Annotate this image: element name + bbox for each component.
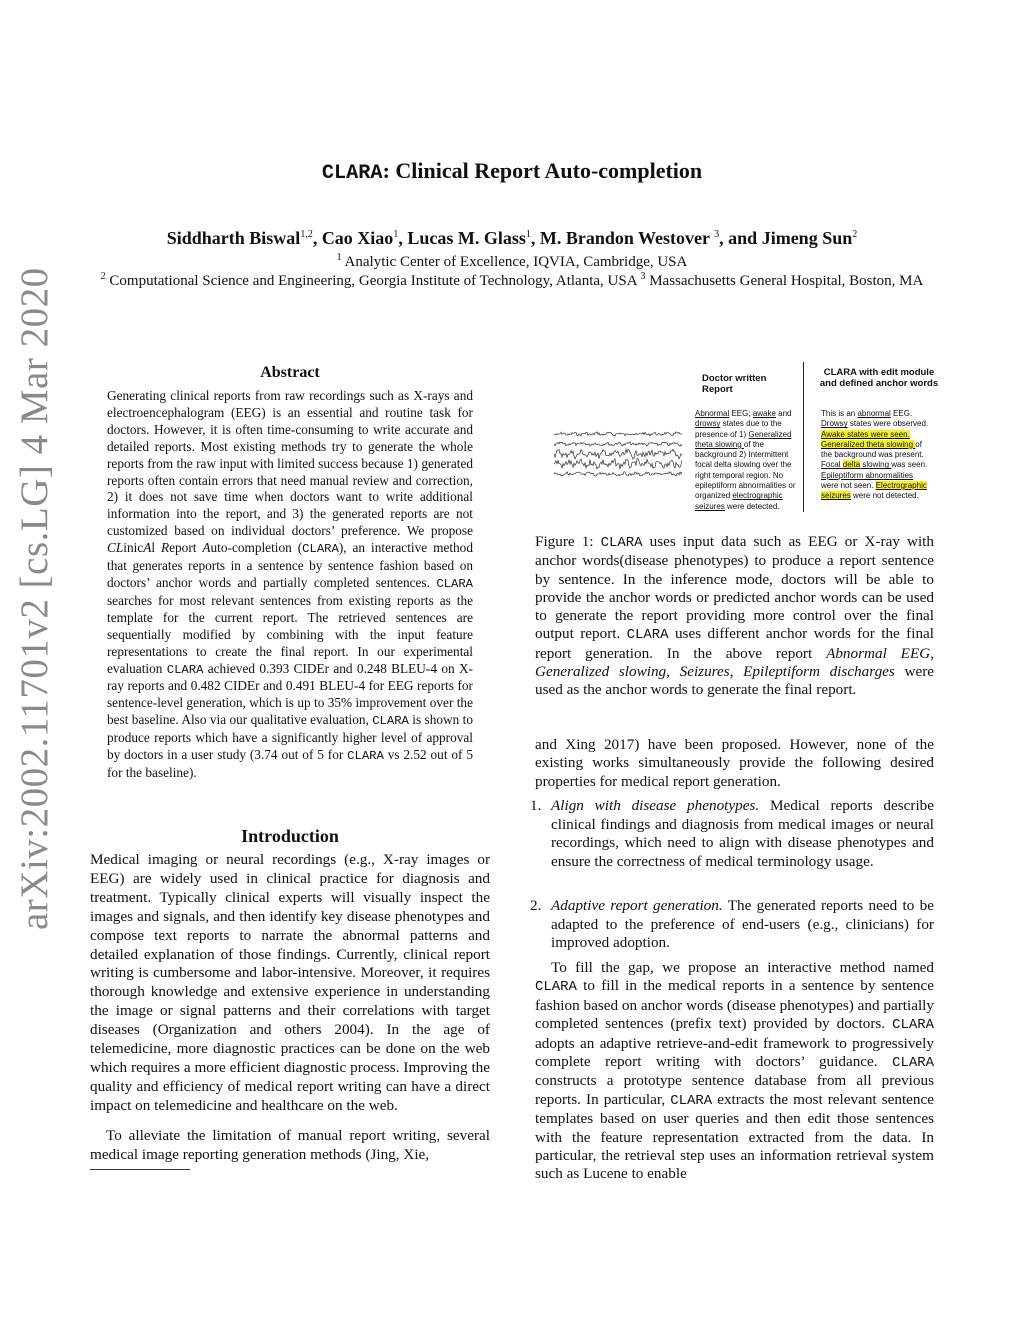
- introduction-heading: Introduction: [241, 826, 339, 846]
- paper-title: [0, 158, 1024, 185]
- affiliation-text: Massachusetts General Hospital, Boston, MA: [645, 273, 924, 289]
- figure-divider: [803, 362, 804, 512]
- caption-text-run: uses different anchor words for the final report generation. In the above report: [535, 625, 935, 662]
- report-text-run: and: [775, 409, 792, 418]
- report-text-run: This is an: [821, 409, 858, 418]
- list-item-text: The generated reports need to be adapted to the preference of end-users (e.g., clinicians) for improved adoption.: [551, 897, 934, 952]
- report-text-run: were not seen.: [821, 481, 876, 491]
- affiliation-line-1: [0, 252, 1024, 271]
- list-number: 1.: [530, 797, 542, 814]
- list-item-body: [551, 797, 934, 871]
- abstract-body: [107, 388, 473, 782]
- affiliation-mark: 1: [336, 252, 342, 263]
- anchor-word: awake: [752, 409, 776, 418]
- caption-text-run: ,: [666, 663, 680, 681]
- anchor-word: slowing: [860, 460, 892, 470]
- report-text-run: was seen.: [891, 460, 928, 470]
- anchor-word: abnormal: [857, 409, 891, 418]
- caption-text-run: ,: [729, 663, 744, 681]
- anchor-word: drowsy: [695, 419, 721, 429]
- abstract-name-letters: l: [151, 540, 161, 556]
- abstract-name-letters: CL: [107, 540, 124, 556]
- abstract-name-letters: A: [143, 540, 152, 556]
- list-item-title: Align with disease phenotypes.: [551, 797, 760, 814]
- list-number: 2.: [530, 897, 542, 914]
- clara-report-text: [821, 409, 929, 502]
- abstract-text-run: is shown to produce reports which have a significantly higher level of approval by doctors in a user study (3.74 out of 5 for: [107, 712, 473, 763]
- clara-report-title: CLARA with edit module and defined anchor words: [819, 367, 939, 389]
- paragraph-text-run: extracts the most relevant sentence templates based on user queries and then edit those sentences with the feature representation extracted from the data. In particular, the retrieval step uses an information retrieval system such as Lucene to enable: [535, 1090, 934, 1183]
- clara-name: CLARA: [436, 576, 473, 591]
- affiliation-mark: 2: [100, 271, 106, 282]
- paragraph-text-run: adopts an adaptive retrieve-and-edit framework to progressively complete report writing with doctors’ guidance.: [535, 1034, 934, 1071]
- highlighted-anchor-word: Awake states were seen.: [821, 429, 910, 439]
- abstract-text-run: achieved 0.393 CIDEr and 0.248 BLEU-4 on X-ray reports and 0.482 CIDEr and 0.491 BLEU-4 for EEG reports for sentence-level generation, which is up to 35% improvement over the best baseline. Also via our qualitative evaluation,: [107, 660, 473, 728]
- affiliation-line-2: [0, 271, 1024, 290]
- figure-1-caption: [535, 533, 934, 700]
- highlighted-anchor-word: Generalized theta slowing: [821, 439, 916, 449]
- figure-1: [550, 362, 940, 522]
- caption-anchor-word: Seizures: [679, 663, 730, 681]
- report-text-run: states were observed.: [847, 419, 929, 429]
- caption-anchor-word: Abnormal EEG: [826, 644, 931, 662]
- caption-anchor-word: Epileptiform discharges: [743, 663, 895, 681]
- clara-name: CLARA: [347, 749, 384, 764]
- author-name: , Lucas M. Glass: [398, 228, 526, 248]
- highlighted-anchor-word: Electrographic seizures: [821, 481, 927, 501]
- anchor-word: Drowsy: [821, 419, 848, 429]
- clara-name: CLARA: [372, 714, 409, 729]
- report-text-run: of the background was present.: [821, 439, 924, 460]
- abstract-heading: Abstract: [260, 364, 320, 381]
- list-item-text: Medical reports describe clinical findings and diagnosis from medical images or neural recordings, which need to align with disease phenotypes and ensure the correctness of medical terminology usage.: [551, 797, 934, 870]
- report-text-run: of the background 2) Intermittent focal delta slowing over the right temporal region. No epileptiform abnormalities or organized: [695, 439, 796, 501]
- clara-name: CLARA: [302, 542, 339, 557]
- author-name: , M. Brandon Westover: [530, 228, 715, 248]
- doctor-report-text: [695, 409, 801, 512]
- eeg-trace: [554, 459, 682, 469]
- author-affiliation-mark: 1: [393, 229, 399, 240]
- author-name: , and Jimeng Sun: [719, 228, 853, 248]
- highlighted-anchor-word: delta: [842, 460, 861, 470]
- abstract-name-letters: R: [161, 540, 170, 556]
- eeg-trace: [554, 472, 682, 476]
- clara-name: CLARA: [892, 1017, 934, 1034]
- author-affiliation-mark: 3: [714, 229, 720, 240]
- desired-property-item-2: [530, 897, 934, 953]
- paragraph-text-run: to fill in the medical reports in a sentence by sentence fashion based on anchor words (disease phenotypes) and partially completed sentences (prefix text) provided by doctors.: [535, 977, 934, 1033]
- author-affiliation-mark: 1: [525, 229, 531, 240]
- report-text-run: were not detected.: [850, 491, 919, 501]
- clara-name: CLARA: [670, 1092, 713, 1109]
- anchor-word: Epileptiform abnormalities: [821, 470, 914, 480]
- caption-text-run: ,: [930, 644, 934, 662]
- title-clara-name: CLARA: [321, 162, 383, 185]
- report-text-run: states due to the presence of 1): [695, 419, 782, 439]
- right-column-paragraph-1: and Xing 2017) have been proposed. However, none of the existing works simultaneously provide the following desired properties for medical report generation.: [535, 736, 934, 790]
- abstract-text-run: Generating clinical reports from raw recordings such as X-rays and electroencephalogram (EEG) is an essential and routine task for doctors. However, it is often time-consuming to write accurate and detailed reports. Most existing methods try to generate the whole reports from the raw input with limited success because 1) generated reports often contain errors that need manual review and correction, 2) it does not save time when doctors want to write additional information into the report, and 3) the generated reports are not customized based on individual doctors’ preference. We propose: [107, 388, 473, 539]
- abstract-name-letters: uto-completion (: [210, 540, 303, 556]
- footnote-rule: [90, 1169, 190, 1170]
- list-item-title: Adaptive report generation.: [551, 897, 723, 914]
- author-list: [0, 228, 1024, 249]
- introduction-paragraph-1: Medical imaging or neural recordings (e.g., X-ray images or EEG) are widely used in clinical practice for diagnosis and treatment. Typically clinical experts will visually inspect the images and signals, and then identify key disease phenotypes and compose text reports to narrate the abnormal patterns and detailed explanation of those findings. Currently, clinical report writing is cumbersome and labor-intensive. Moreover, it requires thorough knowledge and extensive experience in understanding the image or signal patterns and their correlations with target diseases (Organization and others 2004). In the age of telemedicine, more diagnostic practices can be done on the web which requires a more efficient diagnostic process. Improving the quality and efficiency of medical report writing can have a direct impact on telemedicine and healthcare on the web.: [90, 851, 490, 1114]
- report-text-run: were detected.: [724, 501, 780, 511]
- doctor-report-title: Doctor written Report: [702, 373, 767, 395]
- affiliation-text: Computational Science and Engineering, Georgia Institute of Technology, Atlanta, USA: [105, 273, 641, 289]
- clara-name: CLARA: [892, 1055, 934, 1072]
- abstract-text-run: vs 2.52 out of 5 for the baseline).: [107, 747, 473, 780]
- abstract-name-letters: eport: [169, 540, 197, 556]
- author-affiliation-mark: 2: [852, 229, 858, 240]
- introduction-paragraph-2: To alleviate the limitation of manual report writing, several medical image reporting generation methods (Jing, Xie,: [90, 1127, 490, 1163]
- caption-anchor-word: Generalized slowing: [535, 663, 667, 681]
- title-rest: : Clinical Report Auto-completion: [382, 158, 703, 183]
- abstract-name-letters: A: [202, 540, 211, 556]
- affiliation-mark: 3: [640, 271, 646, 282]
- abstract-name-letters: inic: [123, 540, 144, 556]
- report-text-run: EEG.: [890, 409, 913, 418]
- clara-name: CLARA: [535, 979, 577, 996]
- eeg-trace: [554, 449, 682, 459]
- abstract-text-run: ), an interactive method that generates reports in a sentence by sentence fashion based on doctors’ anchor words and partially completed sentences.: [107, 540, 473, 590]
- right-column-paragraph-2: [535, 959, 934, 1184]
- eeg-trace: [554, 442, 682, 446]
- clara-name: CLARA: [626, 627, 669, 644]
- report-text-run: EEG;: [729, 409, 753, 418]
- anchor-word: electrographic seizures: [695, 491, 783, 511]
- affiliation-text: Analytic Center of Excellence, IQVIA, Cambridge, USA: [341, 254, 688, 270]
- author-name: , Cao Xiao: [312, 228, 394, 248]
- anchor-word: Focal: [821, 460, 843, 470]
- list-item-body: [551, 897, 934, 953]
- anchor-word: Abnormal: [695, 409, 730, 418]
- caption-label: Figure 1:: [535, 533, 601, 550]
- eeg-trace: [554, 432, 682, 436]
- anchor-word: Generalized theta slowing: [695, 429, 792, 449]
- arxiv-identifier-stamp: arXiv:2002.11701v2 [cs.LG] 4 Mar 2020: [13, 267, 56, 930]
- paragraph-text-run: To fill the gap, we propose an interactive method named: [551, 959, 934, 976]
- eeg-signal-traces: [554, 428, 682, 488]
- caption-text-run: were used as the anchor words to generate the final report.: [535, 663, 935, 699]
- abstract-text-run: searches for most relevant sentences from existing reports as the template for the current report. The retrieved sentences are sequentially modified by combining with the input feature representations to create the final report. In our experimental evaluation: [107, 592, 473, 676]
- clara-name: CLARA: [600, 535, 643, 551]
- paragraph-text-run: constructs a prototype sentence database from all previous reports. In particular,: [535, 1072, 934, 1108]
- caption-text-run: uses input data such as EEG or X-ray with anchor words(disease phenotypes) to produce a report sentence by sentence. In the inference mode, doctors will be able to provide the anchor words or predicted anchor words can be used to generate the report providing more control over the final output report.: [535, 533, 934, 643]
- clara-name: CLARA: [166, 662, 204, 677]
- author-affiliation-mark: 1,2: [300, 229, 313, 240]
- desired-property-item-1: [530, 797, 934, 871]
- author-name: Siddharth Biswal: [166, 228, 301, 248]
